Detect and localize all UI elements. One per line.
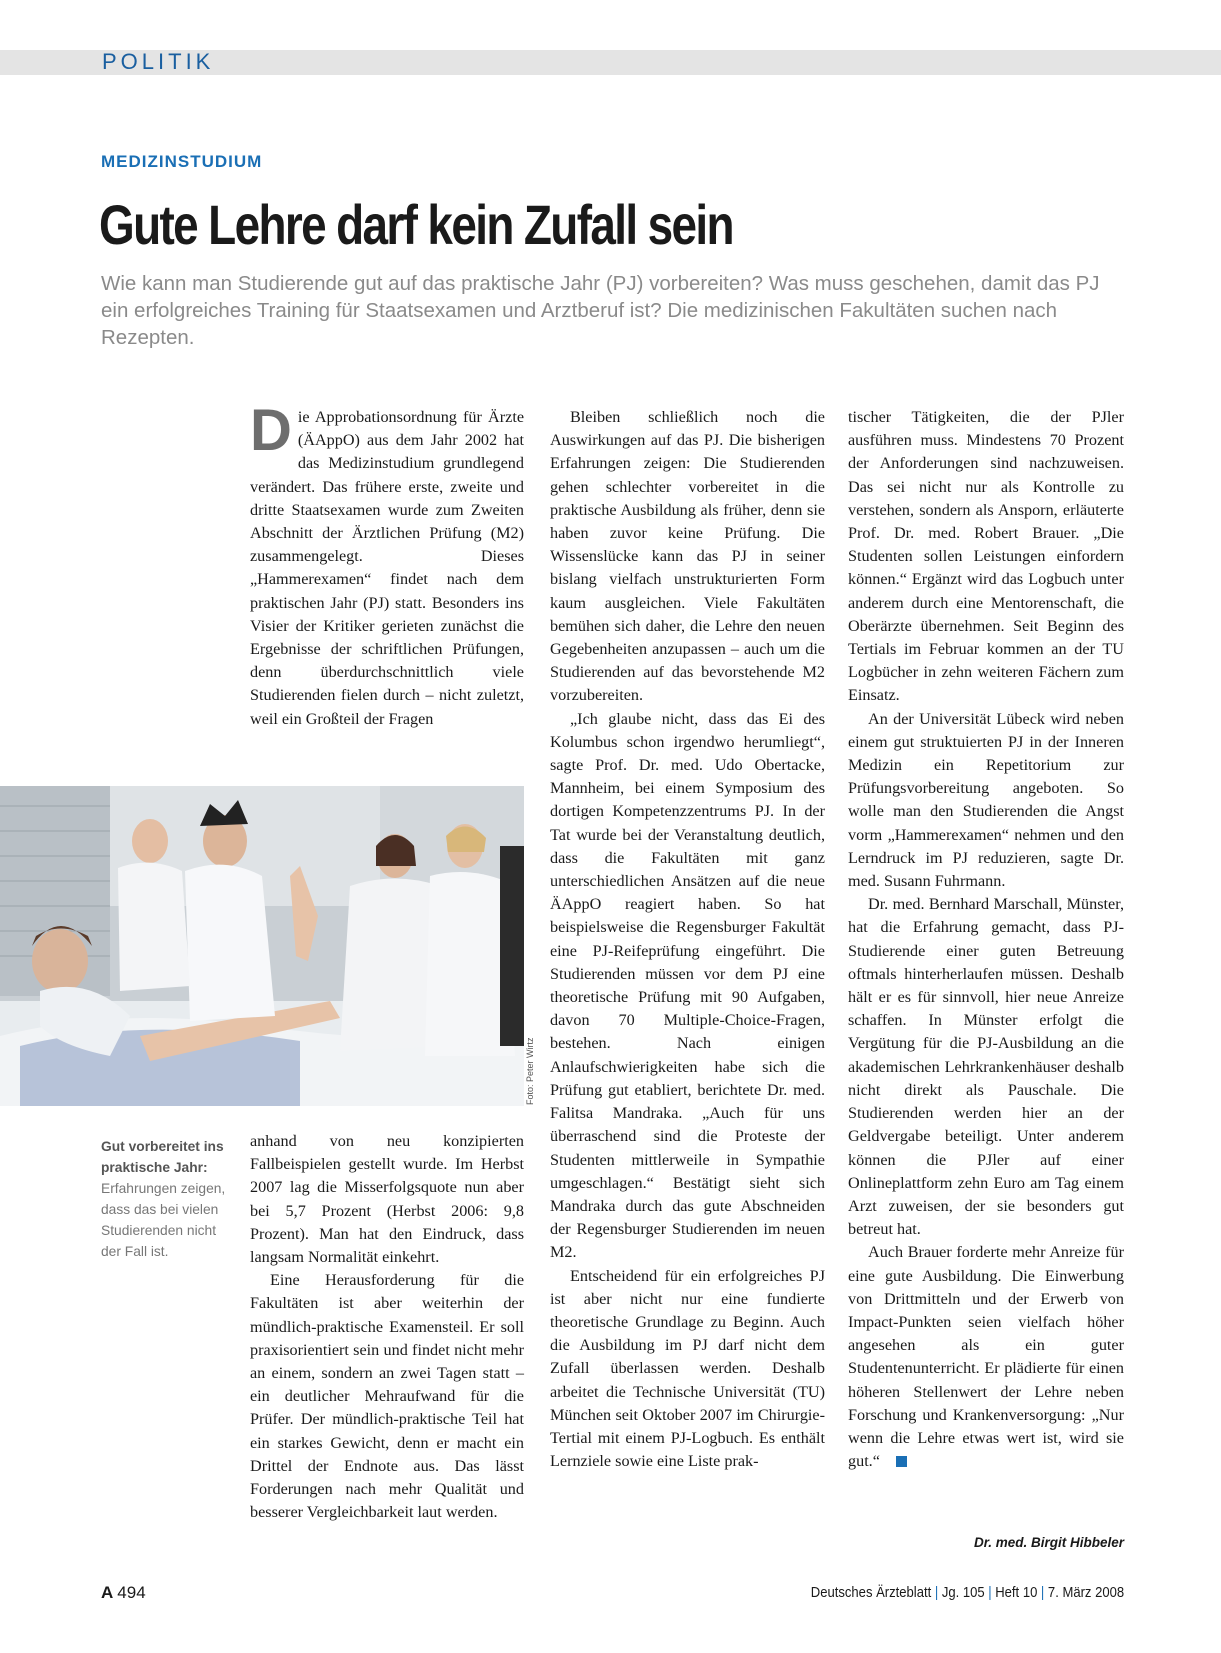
photo-credit: Foto: Peter Wirtz: [525, 1037, 535, 1105]
section-label: POLITIK: [102, 49, 215, 74]
hospital-scene-image: [0, 786, 524, 1106]
publication-info: [811, 1585, 1124, 1601]
article-photo: [0, 786, 524, 1106]
column-3: [848, 406, 1124, 1473]
body-paragraph: anhand von neu konzipierten Fallbeispielen gestellt wurde. Im Herbst 2007 lag die Misserfolgsquote nun aber bei 5,7 Prozent (Herbst 2006: 9,8 Prozent). Man hat den Eindruck, dass langsam Normalität einkehrt.: [250, 1132, 524, 1267]
page-prefix: A: [101, 1583, 114, 1602]
body-paragraph: Entscheidend für ein erfolgreiches PJ ist aber nicht nur eine fundierte theoretische Grundlage zu Beginn. Auch die Ausbildung im PJ darf nicht dem Zufall überlassen werden. Deshalb arbeitet die Technische Universität (TU) München seit Oktober 2007 im Chirurgie-Tertial mit einem PJ-Logbuch. Es enthält Lernziele sowie eine Liste prak-: [550, 1266, 825, 1471]
body-paragraph: Eine Herausforderung für die Fakultäten ist aber weiterhin der mündlich-praktische Examensteil. Er soll praxisorientiert sein und findet nicht mehr an einem, sondern an zwei Tagen statt – ein deutlicher Mehraufwand für die Prüfer. Der mündlich-praktische Teil hat ein starkes Gewicht, denn er macht ein Drittel der Endnote aus. Das lässt Forderungen nach mehr Qualität und besserer Vergleichbarkeit laut werden.: [250, 1271, 524, 1522]
body-paragraph: ie Approbationsordnung für Ärzte (ÄAppO) aus dem Jahr 2002 hat das Medizinstudium grundlegend verändert. Das frühere erste, zweite und dritte Staatsexamen wurde zum Zweiten Abschnitt der Ärztlichen Prüfung (M2) zusammengelegt. Dieses „Hammerexamen“ findet nach dem praktischen Jahr (PJ) statt. Besonders ins Visier der Kritiker gerieten zunächst die Ergebnisse der schriftlichen Prüfungen, denn überdurchschnittlich viele Studierenden fielen durch – nicht zuletzt, weil ein Großteil der Fragen: [250, 408, 524, 728]
journal-name: Deutsches Ärzteblatt: [810, 1585, 932, 1601]
journal-volume: Jg. 105: [941, 1585, 985, 1601]
column-1-bottom: [250, 1130, 524, 1524]
page-number-value: 494: [117, 1583, 146, 1602]
separator: |: [934, 1585, 939, 1601]
article-headline: Gute Lehre darf kein Zufall sein: [99, 193, 733, 256]
column-2: [550, 406, 825, 1473]
photo-caption: [101, 1136, 231, 1262]
article-kicker: MEDIZINSTUDIUM: [101, 152, 263, 171]
journal-date: 7. März 2008: [1047, 1585, 1124, 1601]
article-author: Dr. med. Birgit Hibbeler: [973, 1535, 1124, 1550]
separator: |: [988, 1585, 992, 1601]
column-1-top: [250, 398, 524, 731]
drop-cap: D: [250, 398, 292, 463]
body-paragraph: Auch Brauer forderte mehr Anreize für eine gute Ausbildung. Die Einwerbung von Drittmitteln und der Erwerb von Impact-Punkten seien vielfach höher angesehen als ein guter Studentenunterricht. Er plädierte für einen höheren Stellenwert der Lehre neben Forschung und Krankenversorgung: „Nur wenn die Lehre etwas wert ist, wird sie gut.“: [848, 1243, 1124, 1471]
caption-text: Erfahrungen zeigen, dass das bei vielen Studierenden nicht der Fall ist.: [101, 1181, 226, 1259]
caption-title: Gut vorbereitet ins praktische Jahr:: [101, 1139, 224, 1175]
page-number: [101, 1583, 146, 1603]
body-paragraph: Dr. med. Bernhard Marschall, Münster, hat die Erfahrung gemacht, dass PJ-Studierende einer guten Betreuung oftmals hinterherlaufen müssen. Deshalb hält er es für sinnvoll, hier neue Anreize schaffen. In Münster erfolgt die Vergütung für die PJ-Ausbildung an die akademischen Lehrkrankenhäuser deshalb nicht direkt als Pauschale. Die Studierenden werden hier an der Geldvergabe beteiligt. Unter anderem können die PJler auf einer Onlineplattform zehn Euro am Tag einem Arzt zuweisen, der sie besonders gut betreut hat.: [848, 895, 1124, 1239]
body-paragraph: „Ich glaube nicht, dass das Ei des Kolumbus schon irgendwo herumliegt“, sagte Prof. Dr. med. Udo Obertacke, Mannheim, bei einem Symposium des dortigen Kompetenzzentrums PJ. In der Tat wurde bei der Veranstaltung deutlich, dass die Fakultäten mit ganz unterschiedlichen Ansätzen auf die neue ÄAppO reagiert haben. So hat beispielsweise die Regensburger Fakultät eine PJ-Reifeprüfung eingeführt. Die Studierenden müssen vor dem PJ eine theoretische Prüfung mit 90 Aufgaben, davon 70 Multiple-Choice-Fragen, bestehen. Nach einigen Anlaufschwierigkeiten habe sich die Prüfung gut etabliert, berichtete Dr. med. Falitsa Mandraka. „Auch für uns überraschend sind die Proteste der Studenten mittlerweile in Sympathie umgeschlagen.“ Bestätigt sieht sich Mandraka durch das gute Abschneiden der Regensburger Studierenden im neuen M2.: [550, 709, 825, 1262]
body-paragraph: tischer Tätigkeiten, die der PJler ausführen muss. Mindestens 70 Prozent der Anforderungen sind nachzuweisen. Das sei nicht nur als Kontrolle zu verstehen, sondern als Ansporn, erläuterte Prof. Dr. med. Robert Brauer. „Die Studenten sollen Leistungen einfordern können.“ Ergänzt wird das Logbuch unter anderem durch eine Mentorenschaft, die Oberärzte übernehmen. Seit Beginn des Tertials im Februar kommen an der TU Logbücher in zehn weiteren Fächern zum Einsatz.: [848, 408, 1124, 705]
separator: |: [1040, 1585, 1045, 1601]
journal-issue: Heft 10: [995, 1585, 1038, 1601]
article-lead: Wie kann man Studierende gut auf das praktische Jahr (PJ) vorbereiten? Was muss geschehen, damit das PJ ein erfolgreiches Training für Staatsexamen und Arztberuf ist? Die medizinischen Fakultäten suchen nach Rezepten.: [101, 272, 1100, 349]
end-mark-icon: [896, 1456, 907, 1467]
body-paragraph: An der Universität Lübeck wird neben einem gut struktuierten PJ in der Inneren Medizin ein Repetitorium zur Prüfungsvorbereitung angeboten. So wolle man den Studierenden die Angst vorm „Hammerexamen“ nehmen und den Lerndruck im PJ reduzieren, sagte Dr. med. Susann Fuhrmann.: [848, 709, 1124, 891]
body-paragraph: Bleiben schließlich noch die Auswirkungen auf das PJ. Die bisherigen Erfahrungen zeigen: Die Studierenden gehen schlechter vorbereitet in die praktische Ausbildung als früher, denn sie haben zuvor keine Prüfung. Die Wissenslücke kann das PJ in seiner bislang vielfach unstrukturierten Form kaum ausgleichen. Viele Fakultäten bemühen sich daher, die Lehre den neuen Gegebenheiten anzupassen – auch um die Studierenden auf das bevorstehende M2 vorzubereiten.: [550, 408, 825, 705]
